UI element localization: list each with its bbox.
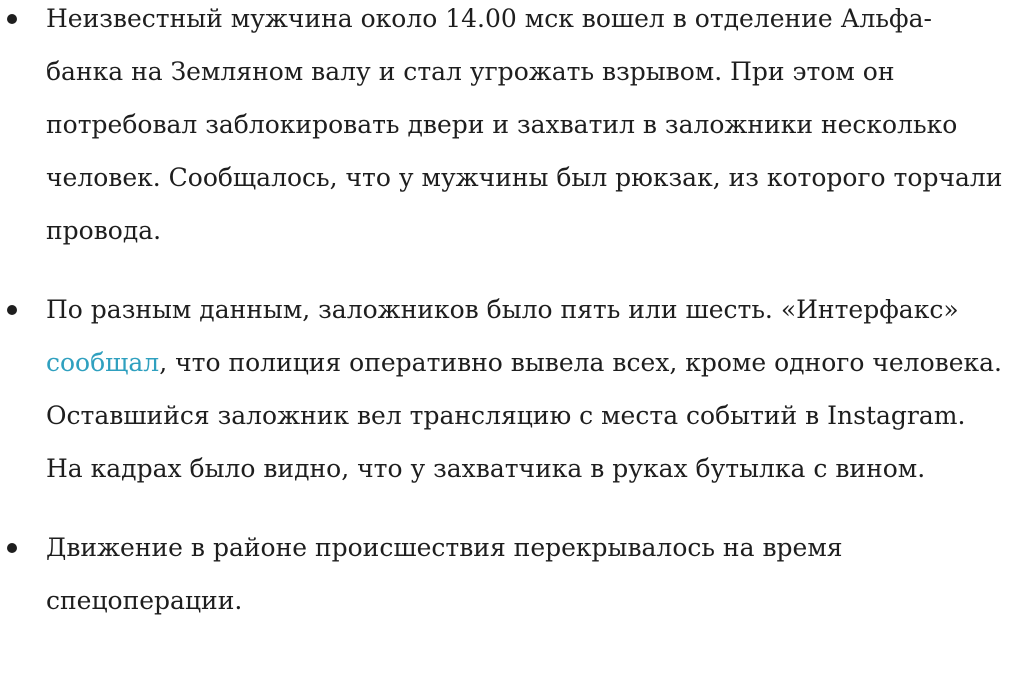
list-item [0, 521, 1024, 627]
bullet-text-after-link: , что полиция оперативно вывела всех, кроме одного человека. Оставшийся заложник вел трансляцию с места событий в Instagram. На кадрах было видно, что у захватчика в руках бутылка с вином. [46, 348, 1002, 483]
bullet-dot-icon [7, 305, 17, 315]
bullet-dot-icon [7, 543, 17, 553]
bullet-text: Неизвестный мужчина около 14.00 мск вошел в отделение Альфа-банка на Земляном валу и стал угрожать взрывом. При этом он потребовал заблокировать двери и захватил в заложники несколько человек. Сообщалось, что у мужчины был рюкзак, из которого торчали провода. [46, 4, 1003, 245]
list-item [0, 283, 1024, 495]
list-item [0, 0, 1024, 257]
bullet-text: Движение в районе происшествия перекрывалось на время спецоперации. [46, 533, 843, 615]
source-link[interactable]: сообщал [46, 348, 160, 377]
bullet-text-before-link: По разным данным, заложников было пять или шесть. «Интерфакс» [46, 295, 959, 324]
bullet-dot-icon [7, 14, 17, 24]
